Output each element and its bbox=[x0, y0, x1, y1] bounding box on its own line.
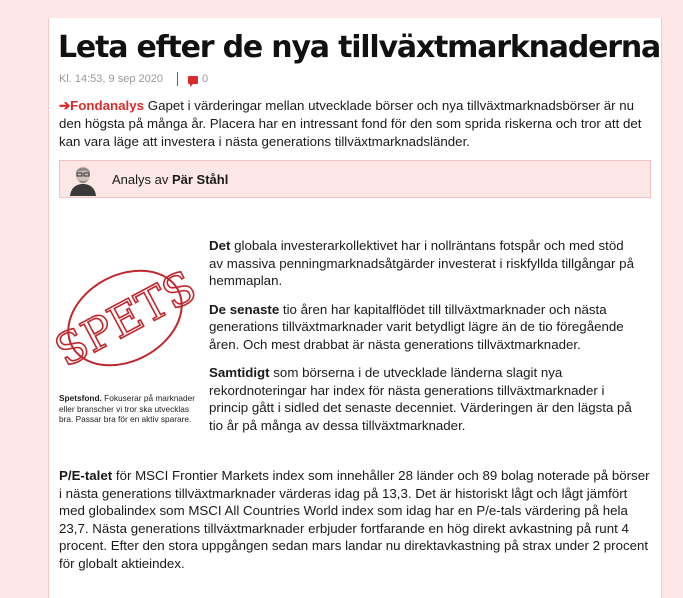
figure-caption: Spetsfond. Fokuserar på marknader eller branscher vi tror ska utvecklas bra. Passar bra för en aktiv sparare. bbox=[59, 393, 196, 424]
article-lead bbox=[59, 97, 651, 151]
paragraph: Det globala investerarkollektivet har i nollräntans fotspår och med stöd av massiva penningmarknadsåtgärder investerat i riskfyllda tillgångar på hemmaplan. bbox=[209, 238, 634, 288]
comment-count: 0 bbox=[201, 73, 209, 85]
comment-icon bbox=[188, 76, 198, 84]
paragraph: Samtidigt som börserna i de utvecklade länderna slagit nya rekordnoteringar har index för nästa generations tillväxtmarknader i princip gått i sidled det senaste decenniet. Värderingen är den lägsta på tio år på många av dessa tillväxtmarknader. bbox=[209, 365, 632, 433]
author-name[interactable]: Pär Ståhl bbox=[171, 171, 229, 187]
article-meta bbox=[59, 72, 208, 86]
article-body-column bbox=[209, 237, 641, 445]
article-title: Leta efter de nya tillväxtmarknaderna bbox=[58, 30, 661, 65]
paragraph: De senaste tio åren har kapitalflödet till tillväxtmarknader och nästa generations tillväxtmarknader varit betydligt lägre än de tio föregående åren. Och mest drabbat är nästa generations tillväxtmarknader. bbox=[209, 301, 624, 352]
paragraph: P/E-talet för MSCI Frontier Markets index som innehåller 28 länder och 89 bolag noterade på börser i nästa generations tillväxtmarknader värderas idag på 13,3. Det är historiskt lågt och lågt jämfört med globalindex som MSCI All Countries World index som idag har en P/e-tals värdering på hela 23,7. Nästa generations tillväxtmarknader erbjuder fortfarande en hög direkt avkastning på runt 4 procent. Efter den stora uppgången sedan mars landar nu direktavkastning på strax under 2 procent för globalt aktieindex. bbox=[59, 468, 650, 571]
timestamp: Kl. 14:53, 9 sep 2020 bbox=[59, 73, 163, 85]
author-byline: Analys av Pär Ståhl bbox=[112, 171, 229, 187]
stamp-text: SPETS bbox=[46, 261, 205, 378]
arrow-right-icon: ➔ bbox=[59, 98, 71, 113]
meta-divider bbox=[177, 72, 178, 86]
author-box bbox=[59, 160, 651, 198]
article bbox=[48, 18, 662, 598]
comments-link[interactable] bbox=[188, 73, 208, 85]
author-avatar bbox=[68, 162, 98, 196]
lead-text: Gapet i värderingar mellan utvecklade börser och nya tillväxtmarknadsbörser är nu den högsta på många år. Placera har en intressant fond för den som sprida riskerna och tror att det kan vara läge att investera i nästa generations tillväxtmarknadsländer. bbox=[59, 98, 642, 149]
section-link[interactable]: Fondanalys bbox=[70, 98, 145, 113]
